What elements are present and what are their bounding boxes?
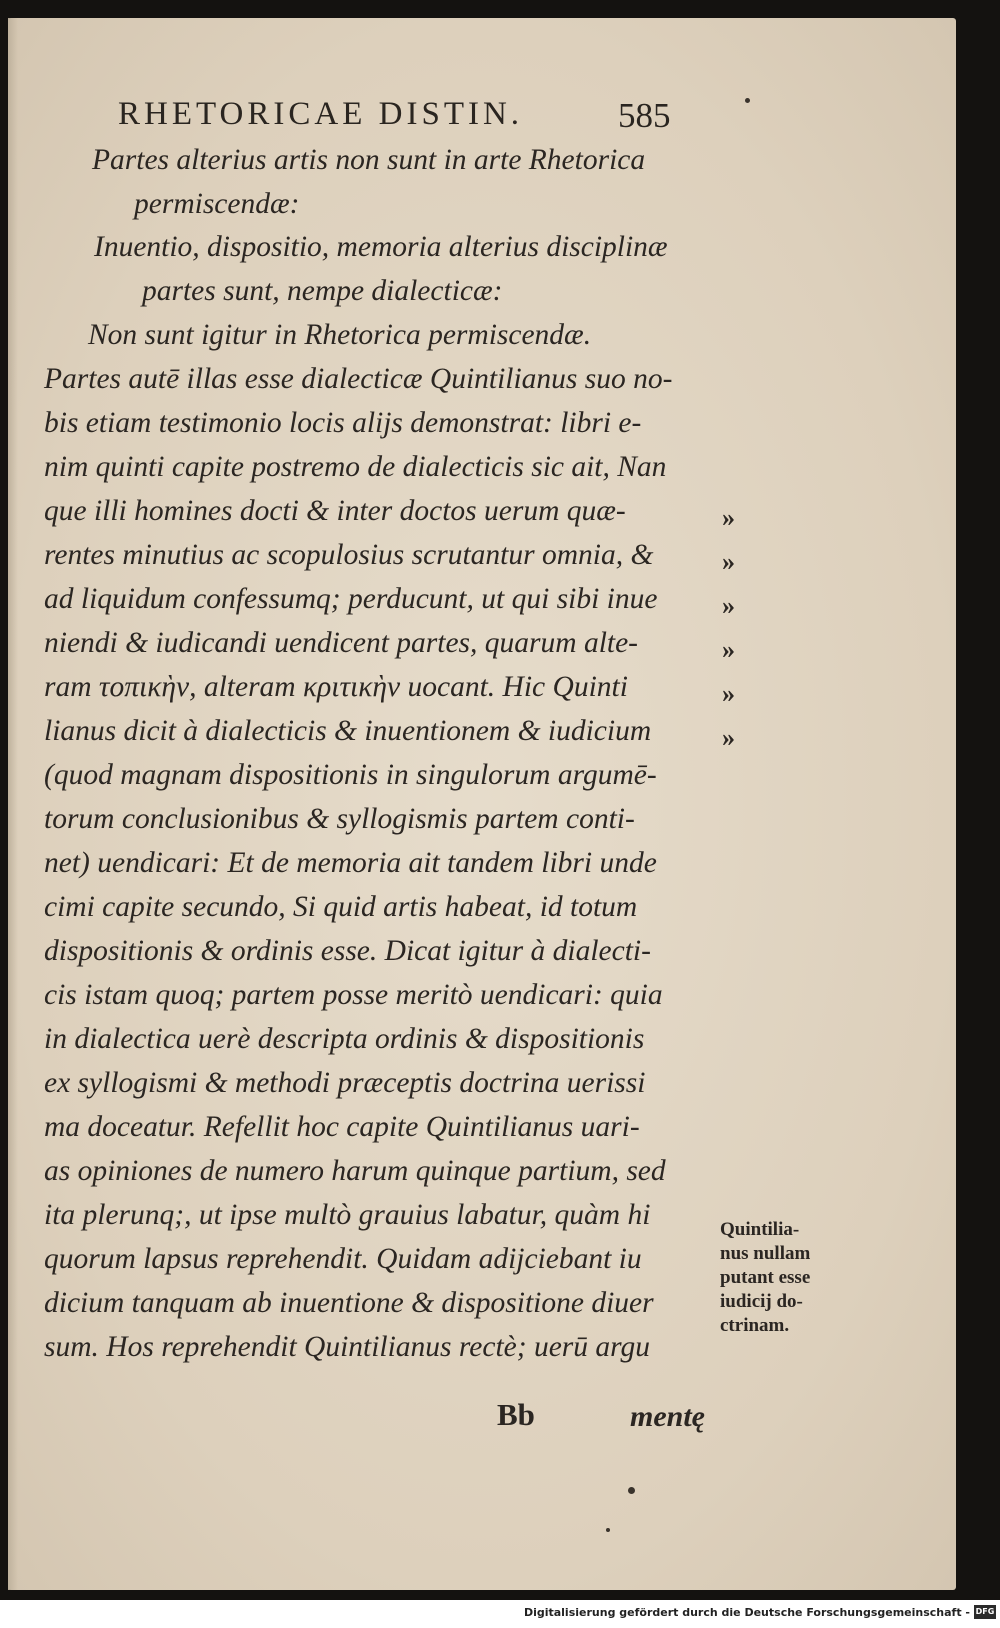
text-line: sum. Hos reprehendit Quintilianus rectè; uerū argu xyxy=(44,1331,651,1363)
text-line: ad liquidum confessumq; perducunt, ut qui sibi inue xyxy=(44,583,658,615)
marginal-note-line: Quintilia- xyxy=(720,1219,800,1240)
ink-speck xyxy=(628,1487,635,1494)
quotation-marks-column xyxy=(722,0,752,1600)
text-line: permiscendæ: xyxy=(134,188,300,220)
catchword: mentę xyxy=(630,1400,705,1433)
text-line: net) uendicari: Et de memoria ait tandem libri unde xyxy=(44,847,657,879)
ink-speck xyxy=(606,1528,610,1532)
footer-bar xyxy=(0,1600,1000,1628)
marginal-note-line: iudicij do- xyxy=(720,1291,803,1312)
text-line: quorum lapsus reprehendit. Quidam adijciebant iu xyxy=(44,1243,642,1275)
text-line: ita plerunq;, ut ipse multò grauius labatur, quàm hi xyxy=(44,1199,651,1231)
text-line: dispositionis & ordinis esse. Dicat igitur à dialecti- xyxy=(44,935,651,967)
marginal-note-line: ctrinam. xyxy=(720,1315,790,1336)
text-line: ma doceatur. Refellit hoc capite Quintilianus uari- xyxy=(44,1111,640,1143)
text-line: bis etiam testimonio locis alijs demonstrat: libri e- xyxy=(44,407,642,439)
text-line: cimi capite secundo, Si quid artis habeat, id totum xyxy=(44,891,638,923)
quotation-mark: » xyxy=(722,547,735,576)
quotation-mark: » xyxy=(722,679,735,708)
text-line: partes sunt, nempe dialecticæ: xyxy=(142,275,503,307)
text-line: Inuentio, dispositio, memoria alterius disciplinæ xyxy=(94,231,668,263)
signature-mark: Bb xyxy=(497,1397,535,1432)
dfg-logo-icon: DFG xyxy=(974,1605,996,1619)
text-line: niendi & iudicandi uendicent partes, quarum alte- xyxy=(44,627,639,659)
text-line: rentes minutius ac scopulosius scrutantur omnia, & xyxy=(44,539,654,571)
text-line: lianus dicit à dialecticis & inuentionem & iudicium xyxy=(44,715,652,747)
page-number: 585 xyxy=(618,96,671,135)
text-line: cis istam quoq; partem posse meritò uendicari: quia xyxy=(44,979,663,1011)
quotation-mark: » xyxy=(722,503,735,532)
text-line: in dialectica uerè descripta ordinis & dispositionis xyxy=(44,1023,645,1055)
funding-credit: Digitalisierung gefördert durch die Deutsche Forschungsgemeinschaft - xyxy=(523,1606,970,1619)
ink-speck xyxy=(745,98,750,103)
quotation-mark: » xyxy=(722,591,735,620)
marginal-note-line: nus nullam xyxy=(720,1243,811,1264)
text-line: ex syllogismi & methodi præceptis doctrina uerissi xyxy=(44,1067,646,1099)
text-line: Partes autē illas esse dialecticæ Quintilianus suo no- xyxy=(44,363,673,395)
text-line: as opiniones de numero harum quinque partium, sed xyxy=(44,1155,666,1187)
text-line: (quod magnam dispositionis in singulorum argumē- xyxy=(44,759,657,791)
text-line: torum conclusionibus & syllogismis partem conti- xyxy=(44,803,635,835)
text-line: dicium tanquam ab inuentione & dispositione diuer xyxy=(44,1287,654,1319)
quotation-mark: » xyxy=(722,635,735,664)
marginal-note-line: putant esse xyxy=(720,1267,811,1288)
text-line: Partes alterius artis non sunt in arte Rhetorica xyxy=(92,144,646,176)
running-title: RHETORICAE DISTIN. xyxy=(118,96,524,132)
text-line: ram τοπικὴν, alteram κριτικὴν uocant. Hic Quinti xyxy=(44,671,628,703)
text-line: nim quinti capite postremo de dialecticis sic ait, Nan xyxy=(44,451,667,483)
text-line: que illi homines docti & inter doctos uerum quæ- xyxy=(44,495,626,527)
quotation-mark: » xyxy=(722,723,735,752)
text-line: Non sunt igitur in Rhetorica permiscendæ. xyxy=(88,319,592,351)
